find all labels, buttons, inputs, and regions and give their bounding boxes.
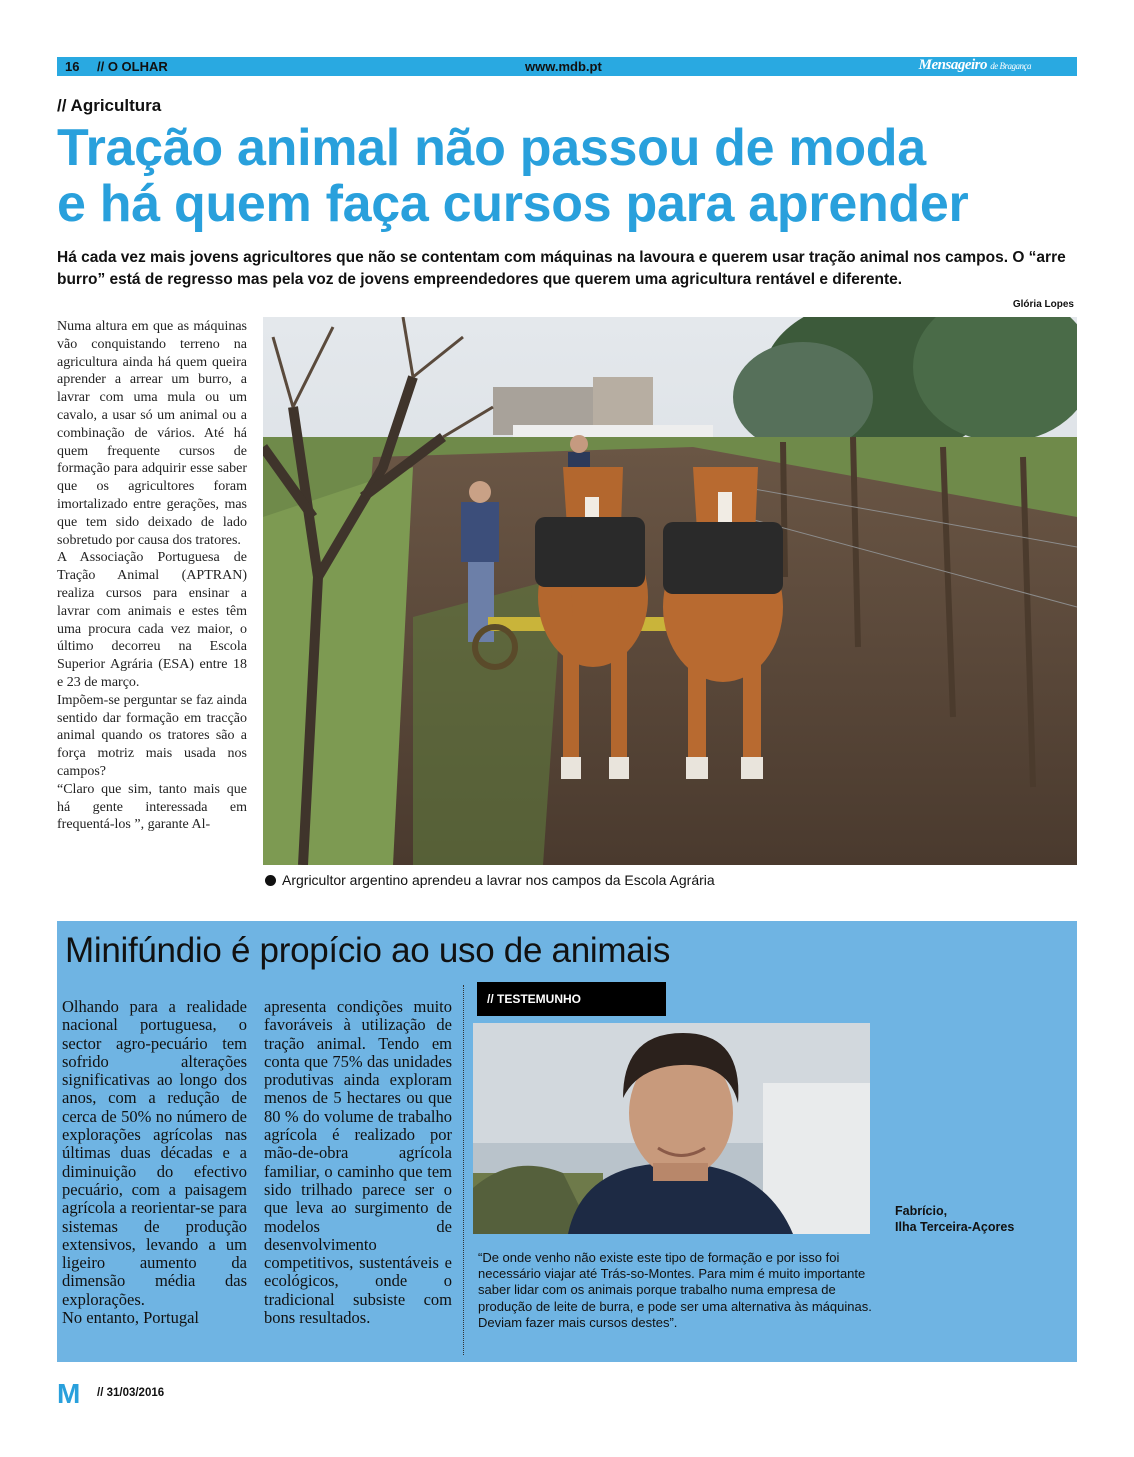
column-divider (463, 985, 464, 1355)
body-paragraph: A Associação Portuguesa de Tração Animal (APTRAN) realiza cursos para ensinar a lavrar com animais e estes têm uma procura cada vez maior, o último decorreu na Escola Superior Agrária (ESA) entre 18 e 23 de março. (57, 550, 247, 690)
body-paragraph: Numa altura em que as máquinas vão conquistando terreno na agricultura ainda há quem queira aprender a arrear um burro, a lavrar com uma mula ou um cavalo, a usar só um animal ou a combinação de vários. Até há quem frequente cursos de formação para adquirir esse saber que os agricultores foram imortalizado entre gerações, mas que tem sido deixado de lado sobretudo por causa dos tratores. (57, 319, 247, 548)
article-photo (263, 317, 1077, 865)
article-body-column (57, 318, 247, 834)
body-paragraph: Impõem-se perguntar se faz ainda sentido dar formação em tracção animal quando os tratores são a força motriz mais usada nos campos? (57, 692, 247, 779)
box-title: Minifúndio é propício ao uso de animais (65, 931, 671, 970)
person-place: Ilha Terceira-Açores (895, 1219, 1015, 1234)
body-paragraph: “Claro que sim, tanto mais que há gente interessada em frequentá-los ”, garante Al- (57, 781, 247, 833)
testimony-label: // TESTEMUNHO (487, 992, 582, 1006)
caption-bullet-icon (265, 875, 276, 886)
article-headline: Tração animal não passou de moda e há quem faça cursos para aprender (57, 119, 969, 233)
footer-date: // 31/03/2016 (97, 1387, 165, 1399)
article-author: Glória Lopes (1012, 299, 1074, 310)
article-kicker: // Agricultura (57, 96, 162, 115)
site-url[interactable]: www.mdb.pt (525, 59, 602, 74)
horses-plowing-illustration (263, 317, 1077, 865)
footer-logo: M (57, 1378, 81, 1409)
brand-logo: Mensageiro de Bragança (918, 57, 1031, 73)
box-column-1 (62, 998, 247, 1327)
box-paragraph: apresenta condições muito favoráveis à utilização de tração animal. Tendo em conta que 75% das unidades produtivas ainda exploram menos de 5 hectares ou que 80 % do volume de trabalho agrícola é realizado por mão-de-obra agrícola familiar, o caminho que tem sido trilhado parece ser o que leva ao surgimento de modelos de desenvolvimento competitivos, sustentáveis e ecológicos, onde o tradicional subsiste com bons resultados. (264, 997, 452, 1328)
testimony-label-bar (477, 982, 666, 1016)
box-column-2 (264, 998, 452, 1327)
box-paragraph: Olhando para a realidade nacional portuguesa, o sector agro-pecuário tem sofrido alterações significativas ao longo dos anos, com a redução de cerca de 50% no número de explorações agrícolas nas últimas duas décadas e a diminuição do efectivo pecuário, com a paisagem agrícola a reorientar-se para sistemas de produção extensivos, levando a um ligeiro aumento da dimensão média das explorações. (62, 997, 247, 1309)
testimony-portrait (473, 1023, 870, 1234)
box-paragraph: No entanto, Portugal (62, 1308, 200, 1328)
header-bar (57, 57, 1077, 76)
quote-paragraph: Deviam fazer mais cursos destes”. (478, 1314, 678, 1330)
person-name: Fabrício, (895, 1204, 948, 1218)
photo-caption: Argricultor argentino aprendeu a lavrar nos campos da Escola Agrária (265, 872, 715, 888)
section-label: // O OLHAR (97, 59, 168, 74)
testimony-person (895, 1204, 1014, 1235)
portrait-illustration (473, 1023, 870, 1234)
quote-paragraph: “De onde venho não existe este tipo de formação e por isso foi necessário viajar até Trás-so-Montes. Para mim é muito importante saber lidar com os animais porque trabalho numa empresa de produção de leite de burra, e pode ser uma alternativa às máquinas. (478, 1250, 872, 1314)
article-lead: Há cada vez mais jovens agricultores que não se contentam com máquinas na lavoura e querem usar tração animal nos campos. O “arre burro” está de regresso mas pela voz de jovens empreendedores que querem uma agricultura rentável e diferente. (57, 249, 1066, 288)
page-number: 16 (65, 59, 80, 74)
testimony-quote (478, 1250, 878, 1331)
